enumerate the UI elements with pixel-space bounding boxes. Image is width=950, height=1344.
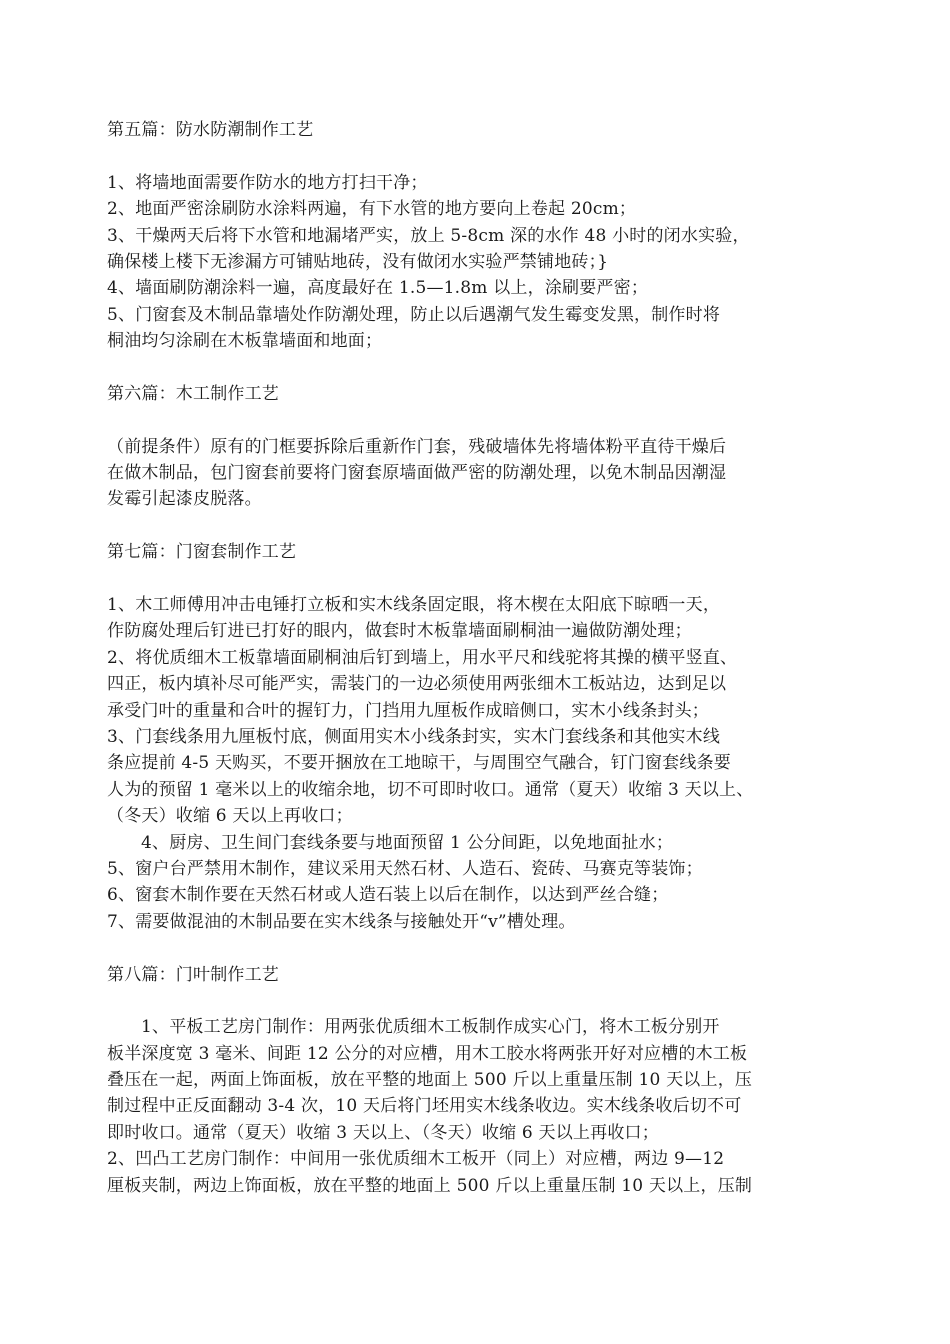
paragraph-line: 厘板夹制，两边上饰面板，放在平整的地面上 500 斤以上重量压制 10 天以上，压制 <box>107 1175 753 1196</box>
paragraph-line: 作防腐处理后钉进已打好的眼内，做套时木板靠墙面刷桐油一遍做防潮处理； <box>107 621 692 642</box>
paragraph-line: 5、门窗套及木制品靠墙处作防潮处理，防止以后遇潮气发生霉变发黑，制作时将 <box>107 304 721 325</box>
paragraph-line: 6、窗套木制作要在天然石材或人造石装上以后在制作，以达到严丝合缝； <box>107 885 669 906</box>
paragraph-line: 2、地面严密涂刷防水涂料两遍，有下水管的地方要向上卷起 20cm； <box>107 199 637 220</box>
paragraph-line: 四正，板内填补尽可能严实，需装门的一边必须使用两张细木工板站边，达到足以 <box>107 674 727 695</box>
section-title-carpentry: 第六篇：木工制作工艺 <box>107 383 279 404</box>
paragraph-line: 4、墙面刷防潮涂料一遍，高度最好在 1.5—1.8m 以上，涂刷要严密； <box>107 278 649 299</box>
paragraph-line: 发霉引起漆皮脱落。 <box>107 489 262 510</box>
paragraph-line: 1、将墙地面需要作防水的地方打扫干净； <box>107 172 428 193</box>
paragraph-line: 3、门套线条用九厘板忖底，侧面用实木小线条封实，实木门套线条和其他实木线 <box>107 726 721 747</box>
paragraph-line: （冬天）收缩 6 天以上再收口； <box>107 806 353 827</box>
spacer <box>107 143 847 169</box>
spacer <box>107 566 847 592</box>
paragraph-line: 承受门叶的重量和合叶的握钉力，门挡用九厘板作成暗侧口，实木小线条封头； <box>107 700 709 721</box>
paragraph-line: 2、将优质细木工板靠墙面刷桐油后钉到墙上，用水平尺和线驼将其操的横平竖直、 <box>107 647 738 668</box>
spacer <box>107 513 847 539</box>
paragraph-line: 人为的预留 1 毫米以上的收缩余地，切不可即时收口。通常（夏天）收缩 3 天以上、 <box>107 779 754 800</box>
document-body <box>107 117 847 1199</box>
paragraph-line: （前提条件）原有的门框要拆除后重新作门套，残破墙体先将墙体粉平直待干燥后 <box>107 436 727 457</box>
paragraph-line: 即时收口。通常（夏天）收缩 3 天以上、（冬天）收缩 6 天以上再收口； <box>107 1122 659 1143</box>
spacer <box>107 407 847 433</box>
paragraph-line-indented: 4、厨房、卫生间门套线条要与地面预留 1 公分间距，以免地面扯水； <box>141 832 674 853</box>
paragraph-line: 7、需要做混油的木制品要在实木线条与接触处开“v”槽处理。 <box>107 911 576 932</box>
paragraph-line: 确保楼上楼下无渗漏方可铺贴地砖，没有做闭水实验严禁铺地砖；} <box>107 251 609 272</box>
spacer <box>107 355 847 381</box>
paragraph-line: 在做木制品，包门窗套前要将门窗套原墙面做严密的防潮处理，以免木制品因潮湿 <box>107 463 727 484</box>
section-title-waterproofing: 第五篇：防水防潮制作工艺 <box>107 120 314 140</box>
paragraph-line: 2、凹凸工艺房门制作：中间用一张优质细木工板开（同上）对应槽，两边 9—12 <box>107 1149 725 1170</box>
paragraph-line: 5、窗户台严禁用木制作，建议采用天然石材、人造石、瓷砖、马赛克等装饰； <box>107 858 703 879</box>
section-title-door-leaf: 第八篇：门叶制作工艺 <box>107 964 279 985</box>
paragraph-line: 板半深度宽 3 毫米、间距 12 公分的对应槽，用木工胶水将两张开好对应槽的木工板 <box>107 1043 748 1064</box>
section-title-door-window-casing: 第七篇：门窗套制作工艺 <box>107 542 297 563</box>
paragraph-line: 条应提前 4-5 天购买，不要开捆放在工地晾干，与周围空气融合，钉门窗套线条要 <box>107 753 731 774</box>
paragraph-line: 制过程中正反面翻动 3-4 次，10 天后将门坯用实木线条收边。实木线条收后切不可 <box>107 1096 742 1117</box>
paragraph-line: 1、木工师傅用冲击电锤打立板和实木线条固定眼，将木楔在太阳底下晾晒一天， <box>107 595 721 616</box>
paragraph-line-indented: 1、平板工艺房门制作：用两张优质细木工板制作成实心门，将木工板分别开 <box>141 1017 720 1038</box>
paragraph-line: 3、干燥两天后将下水管和地漏堵严实，放上 5-8cm 深的水作 48 小时的闭水实验， <box>107 225 750 246</box>
spacer <box>107 988 847 1014</box>
paragraph-line: 叠压在一起，两面上饰面板，放在平整的地面上 500 斤以上重量压制 10 天以上，压 <box>107 1070 753 1091</box>
spacer <box>107 935 847 961</box>
paragraph-line: 桐油均匀涂刷在木板靠墙面和地面； <box>107 331 383 352</box>
